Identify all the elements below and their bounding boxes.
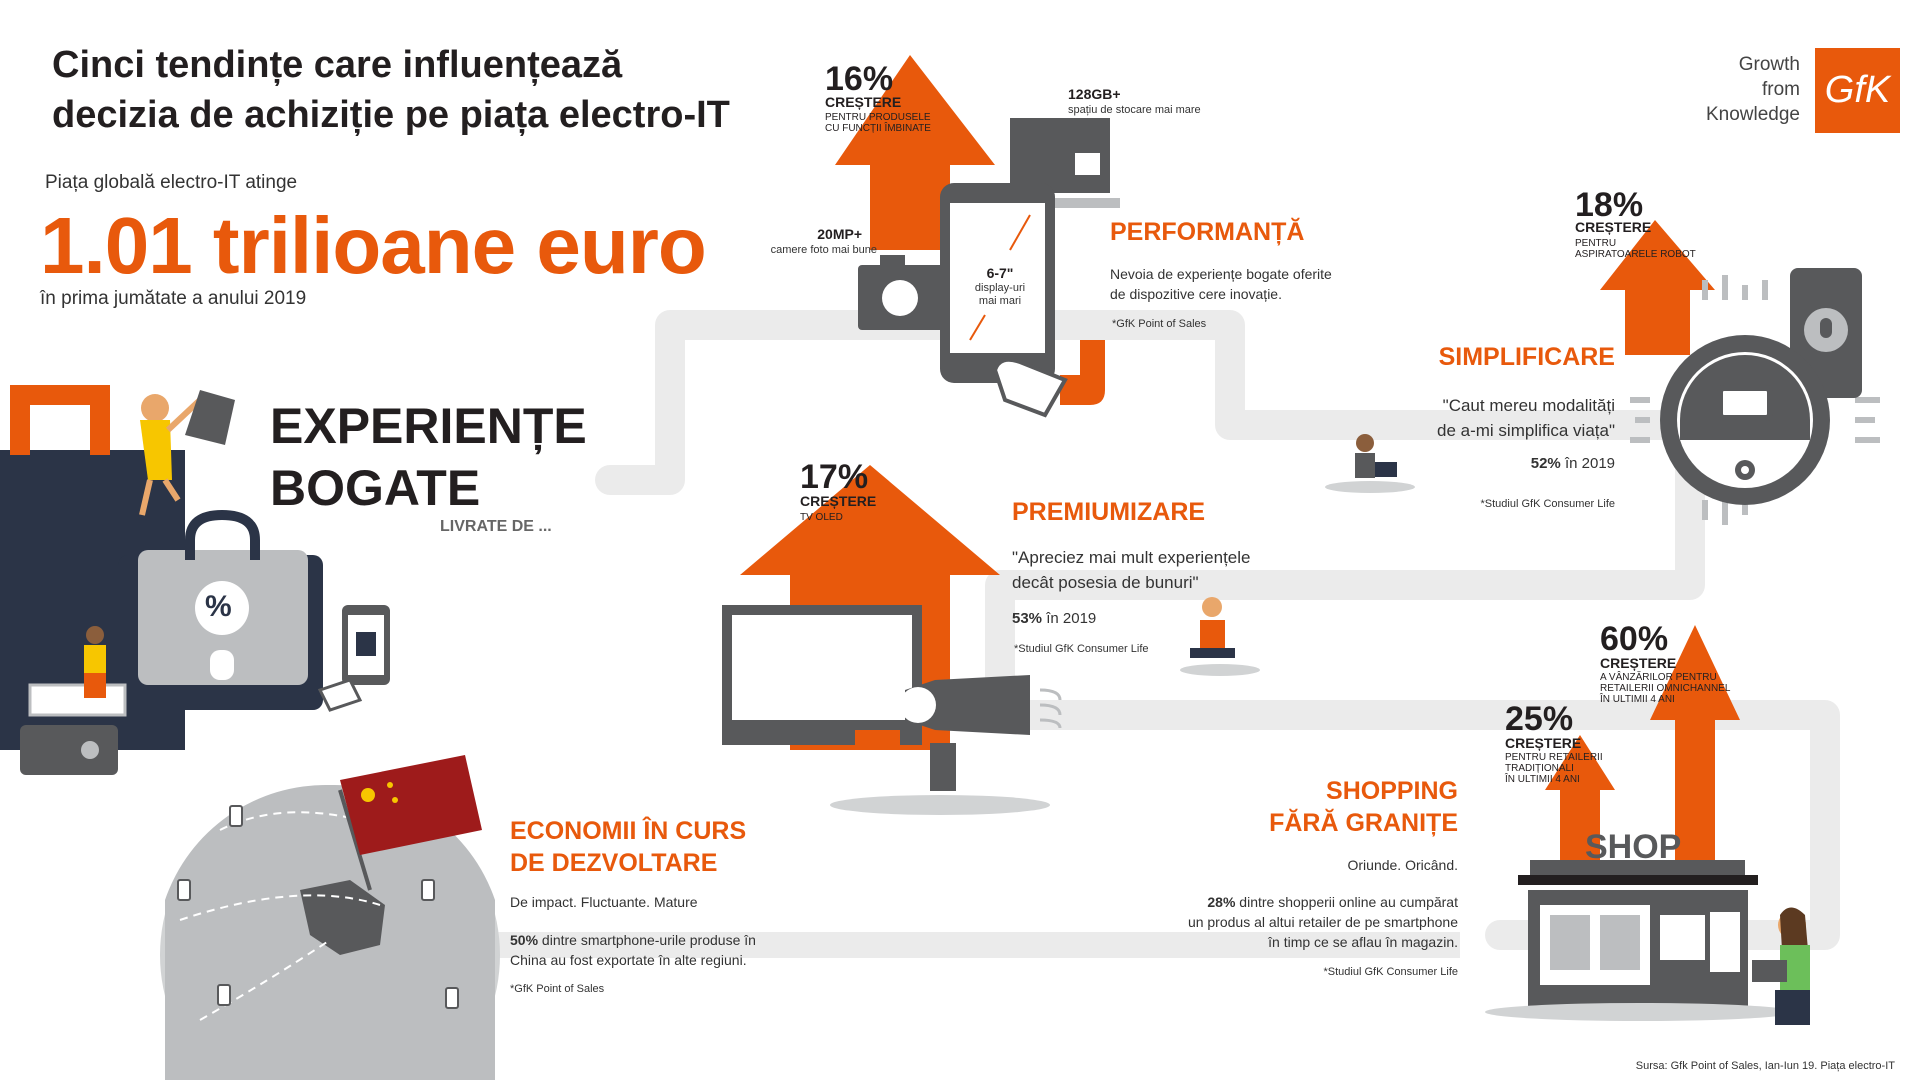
page-title-line1: Cinci tendințe care influențează: [52, 44, 623, 86]
page-title-line2: decizia de achiziție pe piața electro-IT: [52, 94, 730, 136]
display-value: 6-7": [986, 265, 1014, 281]
trad-growth-desc-line2: TRADIȚIONALI: [1505, 763, 1574, 774]
shopping-stat-text-line3: în timp ce se aflau în magazin.: [1268, 934, 1458, 950]
simplify-quote: [1310, 393, 1615, 443]
emerging-stat-text-line2: China au fost exportate în alte regiuni.: [510, 952, 747, 968]
premium-stat-value: 53%: [1012, 610, 1043, 627]
premium-quote-line1: "Apreciez mai mult experiențele: [1012, 548, 1251, 567]
robot-vacuum-icon: [1660, 335, 1830, 505]
experiences-title: [270, 395, 587, 519]
brand-tagline-line2: from: [1762, 79, 1800, 100]
omni-growth-desc: [1600, 672, 1730, 705]
simplify-growth-label: CREȘTERE: [1575, 219, 1652, 235]
omni-growth-desc-line1: A VÂNZĂRILOR PENTRU: [1600, 672, 1717, 683]
emerging-tagline: De impact. Fluctuante. Mature: [510, 894, 698, 910]
performance-growth-desc-line1: PENTRU PRODUSELE: [825, 112, 931, 123]
premium-source: *Studiul GfK Consumer Life: [1014, 643, 1149, 655]
camera-value: 20MP+: [817, 226, 862, 242]
shop-sign: SHOP: [1585, 828, 1682, 866]
trad-pct: 25%: [1505, 700, 1574, 738]
market-value: 1.01 trilioane euro: [40, 201, 706, 290]
camera-desc: camere foto mai bune: [770, 244, 877, 256]
performance-source: *GfK Point of Sales: [1112, 318, 1207, 330]
simplify-title: SIMPLIFICARE: [1438, 343, 1615, 371]
experiences-subtitle: LIVRATE DE ...: [440, 518, 552, 535]
gfk-logo: GfK: [1815, 48, 1900, 133]
emerging-stat-text-line1: dintre smartphone-urile produse în: [541, 932, 756, 948]
simplify-stat: [1460, 455, 1615, 472]
shopping-stat-value: 28%: [1207, 894, 1236, 910]
simplify-growth-desc-line2: ASPIRATOARELE ROBOT: [1575, 249, 1696, 260]
performance-growth-desc: [825, 112, 931, 134]
shopping-stat-text-line1: dintre shopperii online au cumpărat: [1239, 894, 1458, 910]
display-desc: [955, 282, 1045, 308]
camera-icon: [858, 255, 950, 330]
premium-stat-text: în 2019: [1046, 610, 1097, 627]
simplify-stat-text: în 2019: [1564, 455, 1615, 472]
market-intro: Piața globală electro-IT atinge: [45, 172, 298, 193]
emerging-title-line1: ECONOMII ÎN CURS: [510, 817, 747, 845]
brand-tagline: [1650, 52, 1800, 127]
omni-growth-desc-line3: ÎN ULTIMII 4 ANI: [1600, 694, 1675, 705]
storage-value: 128GB+: [1068, 86, 1121, 102]
performance-pct: 16%: [825, 60, 894, 98]
simplify-pct: 18%: [1575, 186, 1644, 224]
percent-icon: %: [205, 590, 232, 623]
trad-growth-desc-line1: PENTRU RETAILERII: [1505, 752, 1603, 763]
performance-text-line2: de dispozitive cere inovație.: [1110, 286, 1282, 302]
shopping-title-line2: FĂRĂ GRANIȚE: [1269, 809, 1458, 837]
brand-tagline-line3: Knowledge: [1705, 104, 1800, 125]
shopping-tagline: Oriunde. Oricând.: [1347, 857, 1458, 873]
shopping-title-line1: SHOPPING: [1326, 777, 1458, 805]
trad-growth-desc: [1505, 752, 1603, 785]
simplify-quote-line1: "Caut mereu modalități: [1442, 396, 1615, 415]
premium-growth-desc: TV OLED: [800, 512, 843, 523]
trad-growth-label: CREȘTERE: [1505, 735, 1582, 751]
emerging-title-line2: DE DEZVOLTARE: [510, 849, 718, 877]
display-desc-line2: mai mari: [978, 295, 1022, 307]
performance-text-line1: Nevoia de experiențe bogate oferite: [1110, 266, 1332, 282]
person-meditating-icon: [1180, 597, 1260, 676]
premium-quote: [1012, 545, 1250, 595]
performance-text: [1110, 264, 1332, 304]
emerging-stat: [510, 930, 756, 970]
trad-growth-desc-line3: ÎN ULTIMII 4 ANI: [1505, 774, 1580, 785]
simplify-stat-value: 52%: [1530, 455, 1561, 472]
shopping-source: *Studiul GfK Consumer Life: [1323, 966, 1458, 978]
premium-title: PREMIUMIZARE: [1012, 498, 1206, 526]
emerging-title: [510, 815, 746, 879]
shopping-phone-icon: [320, 605, 390, 710]
simplify-growth-desc-line1: PENTRU: [1575, 238, 1617, 249]
omni-growth-label: CREȘTERE: [1600, 655, 1677, 671]
experiences-title-line2: BOGATE: [270, 460, 481, 516]
display-desc-line1: display-uri: [974, 282, 1026, 294]
footer-source: Sursa: Gfk Point of Sales, Ian-Iun 19. Piața electro-IT: [1635, 1060, 1895, 1072]
experiences-title-line1: EXPERIENȚE: [270, 398, 587, 454]
emerging-stat-value: 50%: [510, 932, 539, 948]
shopping-title: [1240, 775, 1458, 839]
simplify-quote-line2: de a-mi simplifica viața": [1437, 421, 1615, 440]
page-title: [52, 40, 812, 140]
performance-growth-label: CREȘTERE: [825, 94, 902, 110]
premium-pct: 17%: [800, 458, 869, 496]
performance-title: PERFORMANȚĂ: [1110, 218, 1305, 246]
storage-desc: spațiu de stocare mai mare: [1068, 104, 1201, 116]
shopping-stat: [1140, 892, 1458, 952]
premium-quote-line2: decât posesia de bunuri": [1012, 573, 1199, 592]
omni-pct: 60%: [1600, 620, 1669, 658]
simplify-source: *Studiul GfK Consumer Life: [1480, 498, 1615, 510]
shopping-stat-text-line2: un produs al altui retailer de pe smartphone: [1187, 914, 1458, 930]
performance-growth-desc-line2: CU FUNCȚII ÎMBINATE: [825, 123, 931, 134]
emerging-source: *GfK Point of Sales: [510, 983, 605, 995]
market-period: în prima jumătate a anului 2019: [40, 288, 307, 309]
shopping-stat-line1: [1140, 892, 1458, 912]
omni-growth-desc-line2: RETAILERII OMNICHANNEL: [1600, 683, 1731, 694]
premium-growth-label: CREȘTERE: [800, 493, 877, 509]
emerging-stat-line1: [510, 930, 756, 950]
tv-icon: [722, 605, 922, 748]
simplify-growth-desc: [1575, 238, 1696, 260]
brand-tagline-line1: Growth: [1738, 54, 1800, 75]
premium-stat: [1012, 610, 1096, 627]
